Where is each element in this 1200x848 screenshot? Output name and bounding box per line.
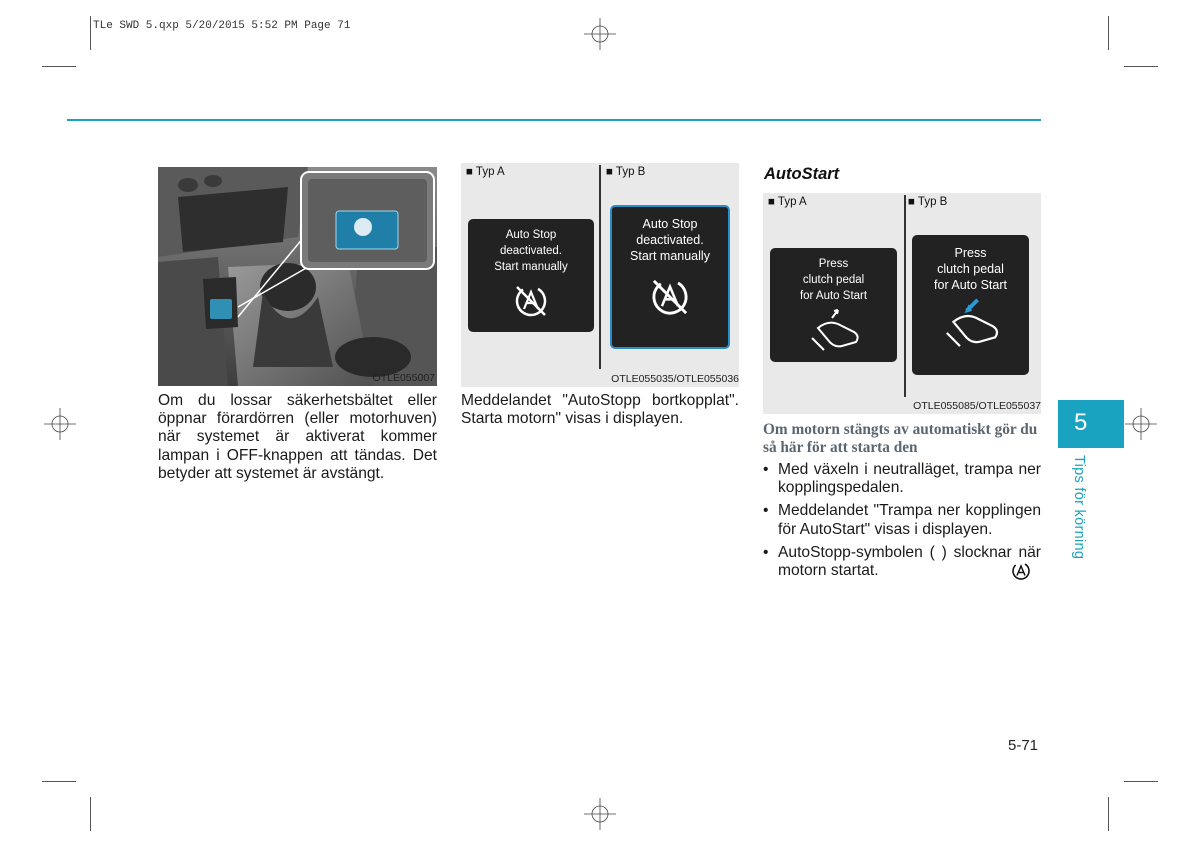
type-a-label: ■ Typ A xyxy=(466,166,505,178)
crop-mark xyxy=(1124,66,1158,67)
display-line: Auto Stop xyxy=(505,229,557,241)
registration-mark-icon xyxy=(584,18,616,50)
type-b-label: ■ Typ B xyxy=(908,196,948,208)
crop-mark xyxy=(1124,781,1158,782)
figure-divider xyxy=(904,195,906,397)
clutch-pedal-icon xyxy=(804,306,864,352)
crop-mark xyxy=(42,781,76,782)
type-b-label: ■ Typ B xyxy=(606,166,646,178)
header-rule xyxy=(67,119,1041,121)
type-a-label: ■ Typ A xyxy=(768,196,807,208)
auto-stop-symbol-icon xyxy=(1010,561,1032,581)
display-type-b xyxy=(610,205,730,349)
subheading: Om motorn stängts av automatiskt gör du så här för att starta den xyxy=(763,421,1038,456)
display-type-b xyxy=(912,235,1029,375)
list-item-text: Med växeln i neutralläget, trampa ner kopplingspedalen. xyxy=(778,461,1041,497)
display-type-a xyxy=(468,219,594,332)
figure-code: OTLE055035/OTLE055036 xyxy=(611,373,739,385)
chapter-number: 5 xyxy=(1074,409,1088,436)
display-line: deactivated. xyxy=(499,245,562,257)
display-line: Press xyxy=(818,258,849,270)
crop-mark xyxy=(42,66,76,67)
crop-mark xyxy=(90,16,91,50)
bullet-dot: • xyxy=(763,543,769,561)
console-photo xyxy=(158,167,437,386)
display-line: for Auto Start xyxy=(934,278,1007,292)
list-item xyxy=(763,544,1041,580)
bullet-dot: • xyxy=(763,502,769,520)
chapter-title-text: Tips för körning xyxy=(1071,455,1087,560)
display-line: Start manually xyxy=(494,261,568,273)
display-line: clutch pedal xyxy=(802,274,865,286)
auto-stop-off-icon xyxy=(511,281,551,321)
display-line: Auto Stop xyxy=(642,217,698,231)
registration-mark-icon xyxy=(44,408,76,440)
chapter-tab xyxy=(1058,400,1124,448)
crop-mark xyxy=(1108,797,1109,831)
auto-stop-figure xyxy=(461,163,739,387)
auto-start-figure xyxy=(763,193,1041,414)
registration-mark-icon xyxy=(1125,408,1157,440)
bullet-dot: • xyxy=(763,461,769,478)
figure-code: OTLE055085/OTLE055037 xyxy=(913,400,1041,412)
display-line: deactivated. xyxy=(636,233,704,247)
list-item xyxy=(763,502,1041,538)
display-line: clutch pedal xyxy=(937,262,1004,276)
console-paragraph: Om du lossar säkerhetsbältet eller öppnar förardörren (eller motorhuven) när systemet är aktiverat kommer lampan i OFF-knappen att tändas. Det betyder att systemet är avstängt. xyxy=(158,392,437,482)
print-slug: TLe SWD 5.qxp 5/20/2015 5:52 PM Page 71 xyxy=(93,20,351,32)
registration-mark-icon xyxy=(584,798,616,830)
figure-code: OTLE055007 xyxy=(372,372,435,384)
chapter-title xyxy=(1069,455,1089,570)
console-photo-illustration xyxy=(158,167,437,386)
list-item xyxy=(763,461,1041,497)
display-line: Press xyxy=(954,246,987,260)
crop-mark xyxy=(90,797,91,831)
section-heading: AutoStart xyxy=(764,165,840,183)
page-number: 5-71 xyxy=(1008,737,1039,754)
crop-mark xyxy=(1108,16,1109,50)
auto-stop-paragraph: Meddelandet "AutoStopp bortkopplat". Starta motorn" visas i displayen. xyxy=(461,392,739,428)
instruction-list xyxy=(763,461,1041,585)
list-item-text: AutoStopp-symbolen ( ) slocknar när motorn startat. xyxy=(778,543,1041,580)
display-line: Start manually xyxy=(630,249,710,263)
figure-divider xyxy=(599,165,601,369)
list-item-text: Meddelandet "Trampa ner kopplingen för AutoStart" visas i displayen. xyxy=(778,502,1041,538)
display-type-a xyxy=(770,248,897,362)
clutch-pedal-icon xyxy=(938,297,1004,349)
auto-stop-off-icon xyxy=(647,274,693,320)
display-line: for Auto Start xyxy=(799,290,868,302)
